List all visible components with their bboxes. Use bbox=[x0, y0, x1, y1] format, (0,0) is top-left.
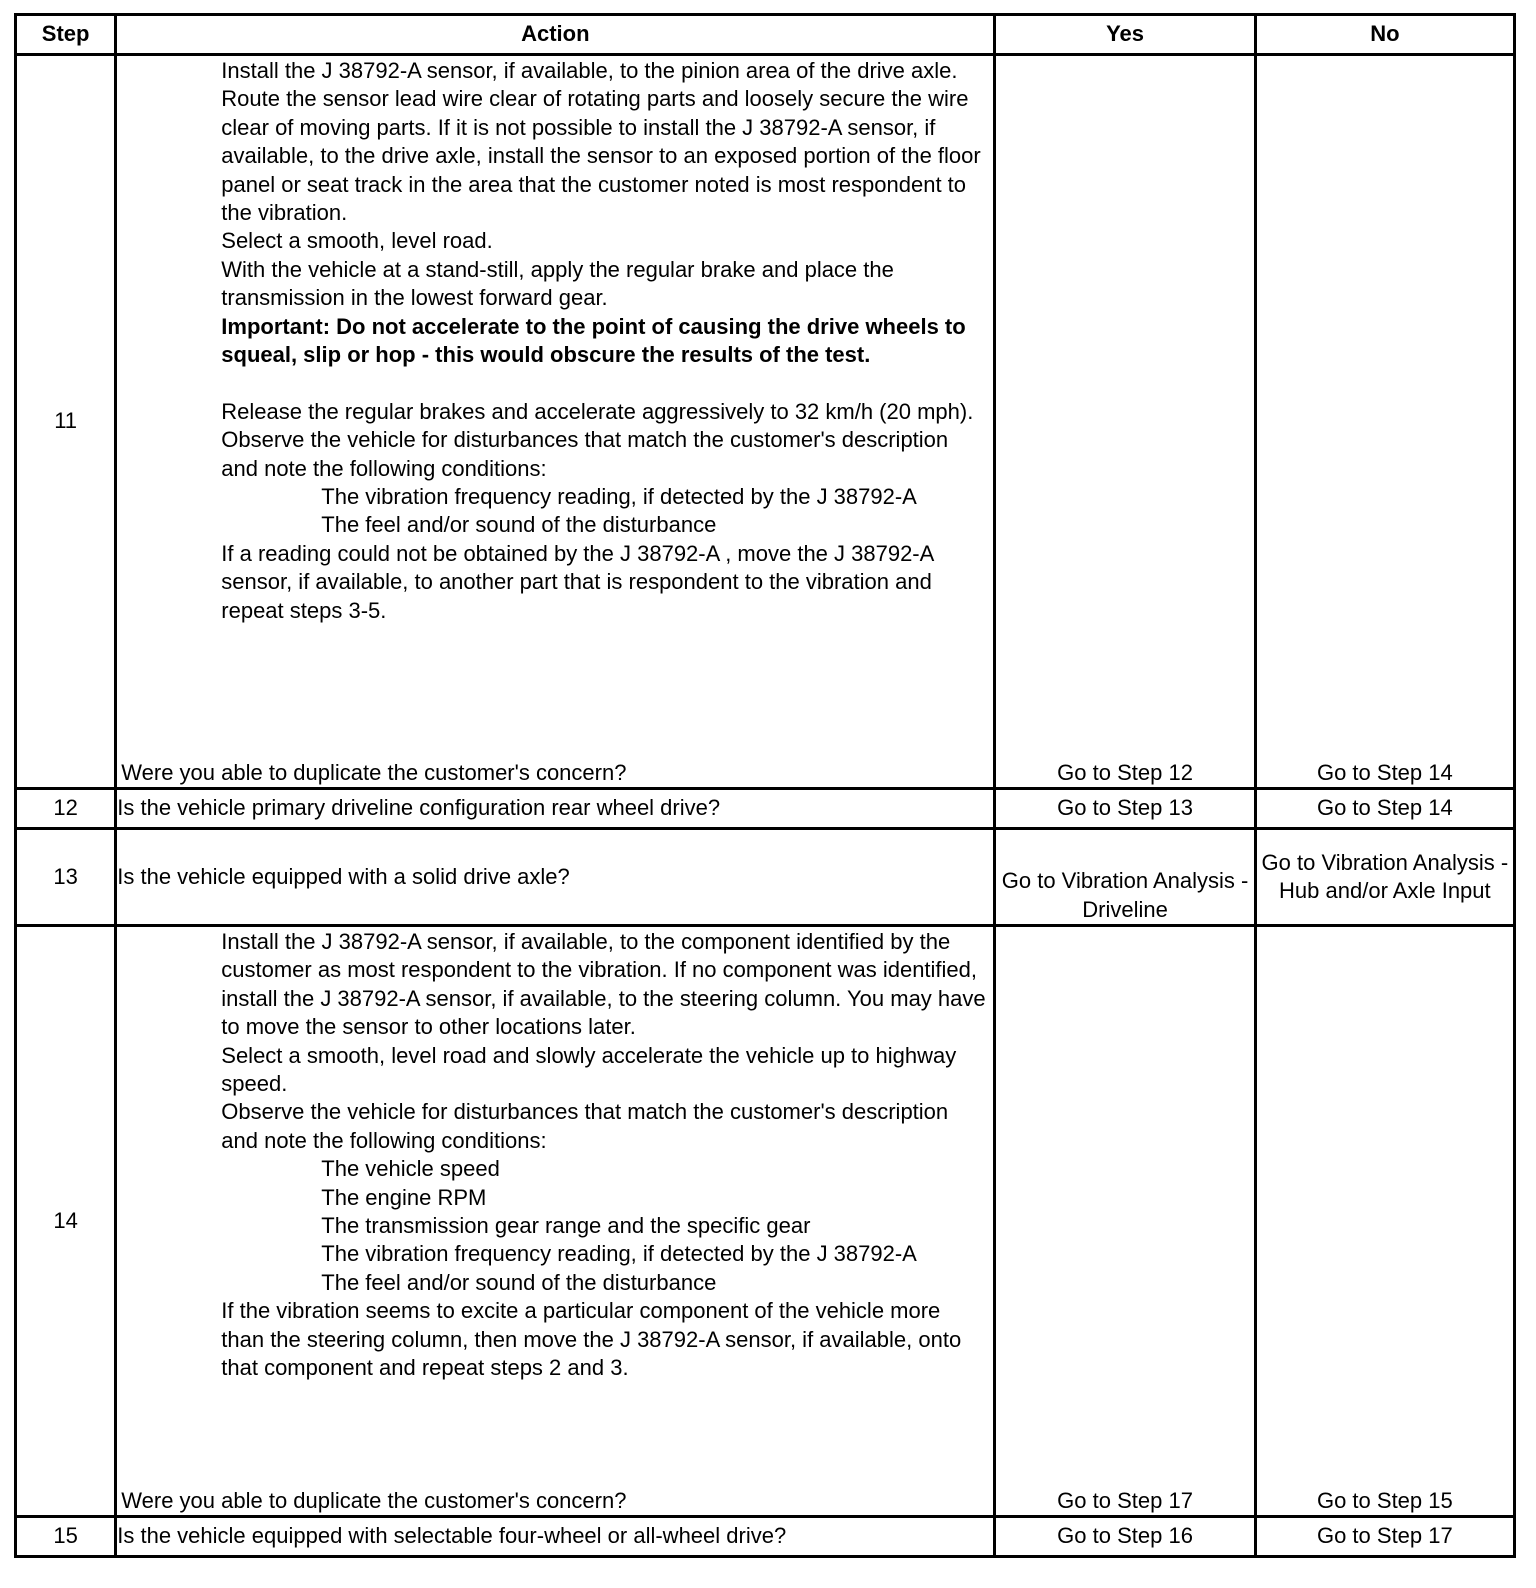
action-cell bbox=[116, 926, 995, 1517]
important-note: Important: Do not accelerate to the point of causing the drive wheels to squeal, slip or hop - this would obscure the results of the test. bbox=[221, 313, 966, 368]
header-no: No bbox=[1255, 15, 1514, 55]
action-text: Install the J 38792-A sensor, if available, to the pinion area of the drive axle. Route the sensor lead wire clear of rotating parts and loosely secure the wire clear of moving parts. If it is not possible to install the J 38792-A sensor, if available, to the drive axle, install the sensor to an exposed portion of the floor panel or seat track in the area that the customer noted is most respondent to the vibration. bbox=[221, 58, 981, 226]
step-number: 11 bbox=[16, 55, 116, 789]
action-text: Observe the vehicle for disturbances that match the customer's description and note the following conditions: bbox=[221, 1099, 949, 1153]
yes-cell: Go to Step 12 bbox=[995, 55, 1255, 789]
condition-item: The vibration frequency reading, if detected by the J 38792-A bbox=[321, 484, 917, 510]
action-question: Is the vehicle primary driveline configuration rear wheel drive? bbox=[116, 789, 995, 829]
action-text: Release the regular brakes and accelerate aggressively to 32 km/h (20 mph). bbox=[221, 398, 974, 424]
step-number: 14 bbox=[16, 926, 116, 1517]
header-step: Step bbox=[16, 15, 116, 55]
action-text: If the vibration seems to excite a particular component of the vehicle more than the steering column, then move the J 38792-A sensor, if available, onto that component and repeat steps 2 and 3. bbox=[221, 1298, 962, 1381]
no-cell: Go to Step 17 bbox=[1255, 1517, 1514, 1557]
no-cell: Go to Step 14 bbox=[1255, 789, 1514, 829]
condition-item: The feel and/or sound of the disturbance bbox=[321, 1269, 717, 1295]
step-number: 13 bbox=[16, 829, 116, 926]
step-number: 15 bbox=[16, 1517, 116, 1557]
yes-cell: Go to Step 13 bbox=[995, 789, 1255, 829]
action-text: With the vehicle at a stand-still, apply the regular brake and place the transmission in the lowest forward gear. bbox=[221, 256, 894, 311]
condition-item: The transmission gear range and the specific gear bbox=[321, 1213, 811, 1239]
header-row bbox=[16, 15, 1515, 55]
yes-cell: Go to Vibration Analysis - Driveline bbox=[995, 829, 1255, 926]
table-row-step-12 bbox=[16, 789, 1515, 829]
no-cell: Go to Step 15 bbox=[1255, 926, 1514, 1517]
action-question: Is the vehicle equipped with a solid drive axle? bbox=[116, 829, 995, 926]
step-number: 12 bbox=[16, 789, 116, 829]
action-text: If a reading could not be obtained by the J 38792-A , move the J 38792-A sensor, if available, to another part that is respondent to the vibration and repeat steps 3-5. bbox=[221, 540, 934, 623]
yes-cell: Go to Step 17 bbox=[995, 926, 1255, 1517]
action-text: Observe the vehicle for disturbances that match the customer's description and note the following conditions: bbox=[221, 427, 949, 481]
action-question: Is the vehicle equipped with selectable four-wheel or all-wheel drive? bbox=[116, 1517, 995, 1557]
condition-item: The vehicle speed bbox=[321, 1156, 500, 1182]
action-text: Select a smooth, level road. bbox=[221, 228, 493, 254]
header-yes: Yes bbox=[995, 15, 1255, 55]
condition-item: The feel and/or sound of the disturbance bbox=[321, 512, 717, 538]
table-row-step-11 bbox=[16, 55, 1515, 789]
table-row-step-15 bbox=[16, 1517, 1515, 1557]
header-action: Action bbox=[116, 15, 995, 55]
action-cell bbox=[116, 55, 995, 789]
no-cell: Go to Vibration Analysis - Hub and/or Axle Input bbox=[1255, 829, 1514, 926]
condition-item: The vibration frequency reading, if detected by the J 38792-A bbox=[321, 1241, 917, 1267]
action-question: Were you able to duplicate the customer's concern? bbox=[121, 759, 627, 785]
table-row-step-13 bbox=[16, 829, 1515, 926]
yes-cell: Go to Step 16 bbox=[995, 1517, 1255, 1557]
action-text: Install the J 38792-A sensor, if available, to the component identified by the customer as most respondent to the vibration. If no component was identified, install the J 38792-A sensor, if available, to the steering column. You may have to move the sensor to other locations later. bbox=[221, 929, 986, 1040]
table-row-step-14 bbox=[16, 926, 1515, 1517]
action-question: Were you able to duplicate the customer's concern? bbox=[121, 1487, 627, 1513]
action-text: Select a smooth, level road and slowly accelerate the vehicle up to highway speed. bbox=[221, 1042, 957, 1097]
diagnostic-table bbox=[14, 13, 1516, 1558]
condition-item: The engine RPM bbox=[321, 1184, 487, 1210]
no-cell: Go to Step 14 bbox=[1255, 55, 1514, 789]
